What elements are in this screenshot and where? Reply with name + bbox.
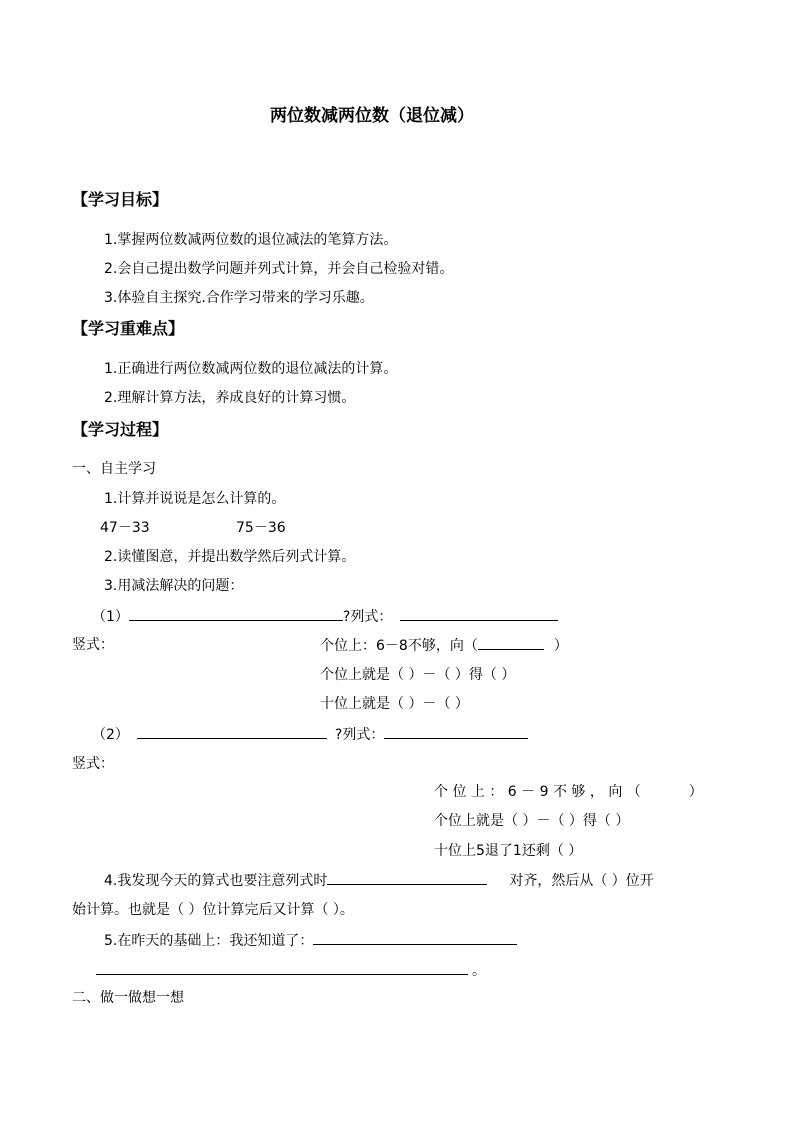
problem-1-vertical-label: 竖式： xyxy=(72,637,114,653)
question-5-blank[interactable] xyxy=(313,930,517,945)
problem-1-step-1 xyxy=(320,635,568,656)
problem-2-step-2: 个位上就是（ ）－（ ）得（ ） xyxy=(434,813,630,829)
problem-1-label: （1） xyxy=(92,609,129,625)
problem-1-blank[interactable] xyxy=(129,606,343,621)
question-4-blank[interactable] xyxy=(327,870,487,885)
question-4-text-a: 4.我发现今天的算式也要注意列式时 xyxy=(104,873,328,889)
problem-1-formula-blank[interactable] xyxy=(400,606,558,621)
period: 。 xyxy=(472,963,486,979)
problem-2-step-1 xyxy=(434,782,703,802)
question-4-line-1 xyxy=(104,870,654,891)
section-goals-heading: 【学习目标】 xyxy=(72,190,169,209)
question-5-blank-2[interactable] xyxy=(96,960,468,975)
problem-2-vertical-label: 竖式： xyxy=(72,756,114,772)
problem-2-step-1-text: 个 位 上 ： 6 － 9 不 够 ， 向 （ xyxy=(434,784,641,800)
question-4-line-2: 始计算。也就是（ ）位计算完后又计算（ ）。 xyxy=(72,902,354,918)
problem-2-blank[interactable] xyxy=(137,724,327,739)
problem-2-label: （2） xyxy=(92,727,129,743)
question-5-text: 5.在昨天的基础上：我还知道了： xyxy=(104,933,314,949)
close-paren: ） xyxy=(688,784,703,800)
problem-2-step-3: 十位上5退了1还剩（ ） xyxy=(434,843,583,859)
problem-1-row xyxy=(92,606,558,627)
problem-2-formula-blank[interactable] xyxy=(384,724,528,739)
problem-1-step-2: 个位上就是（ ）－（ ）得（ ） xyxy=(320,667,516,683)
section-key-points-heading: 【学习重难点】 xyxy=(72,319,185,338)
question-4-text-b: 对齐，然后从（ ）位开 xyxy=(509,873,654,889)
question-3: 3.用减法解决的问题： xyxy=(104,578,244,594)
section-process-heading: 【学习过程】 xyxy=(72,420,169,439)
question-5-line-1 xyxy=(104,930,517,951)
problem-1-step-1-blank[interactable] xyxy=(478,635,544,650)
key-point-item: 1.正确进行两位数减两位数的退位减法的计算。 xyxy=(104,361,398,377)
goal-item: 1.掌握两位数减两位数的退位减法的笔算方法。 xyxy=(104,232,398,248)
problem-1-formula-label: ?列式： xyxy=(342,609,393,625)
question-2: 2.读懂图意，并提出数学然后列式计算。 xyxy=(104,549,356,565)
page-title: 两位数减两位数（退位减） xyxy=(270,106,474,126)
key-point-item: 2.理解计算方法，养成良好的计算习惯。 xyxy=(104,390,356,406)
goal-item: 3.体验自主探究.合作学习带来的学习乐趣。 xyxy=(104,290,374,306)
problem-1-step-1-text: 个位上：6－8不够，向（ xyxy=(320,638,478,654)
part1-heading: 一、自主学习 xyxy=(72,461,156,477)
expression-a: 47－33 xyxy=(100,520,150,536)
goal-item: 2.会自己提出数学问题并列式计算，并会自己检验对错。 xyxy=(104,261,454,277)
part2-heading: 二、做一做想一想 xyxy=(72,990,184,1006)
close-paren: ） xyxy=(553,638,568,654)
problem-1-step-3: 十位上就是（ ）－（ ） xyxy=(320,696,469,712)
problem-2-formula-label: ?列式： xyxy=(334,727,385,743)
expression-b: 75－36 xyxy=(236,520,286,536)
question-1: 1.计算并说说是怎么计算的。 xyxy=(104,491,286,507)
question-5-line-2 xyxy=(96,960,486,981)
problem-2-row xyxy=(92,724,528,745)
